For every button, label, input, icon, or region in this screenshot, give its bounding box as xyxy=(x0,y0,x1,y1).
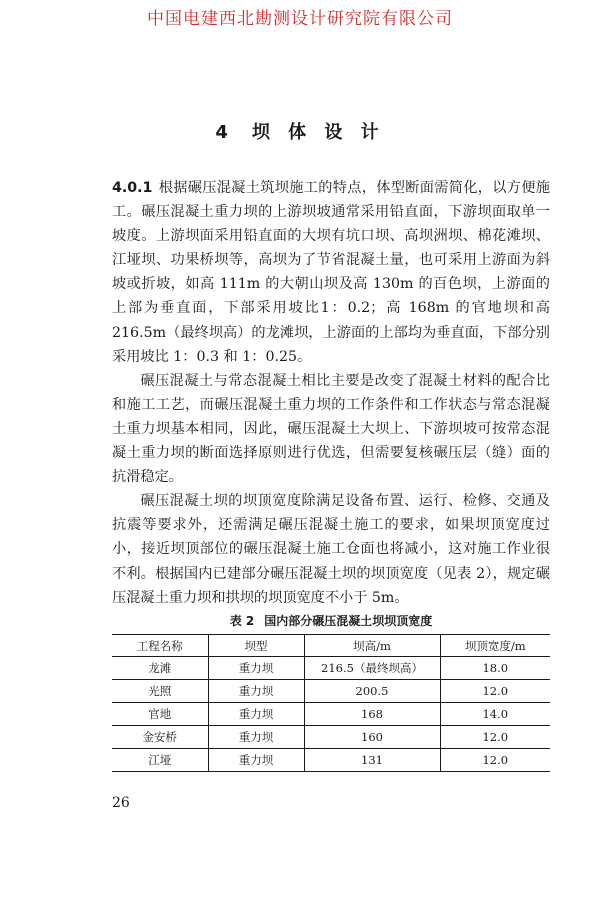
body-text xyxy=(112,176,550,610)
cell-dam-type: 重力坝 xyxy=(208,680,304,703)
cell-dam-height: 168 xyxy=(304,703,440,726)
paragraph-2: 碾压混凝土与常态混凝土相比主要是改变了混凝土材料的配合比和施工工艺，而碾压混凝土重力坝的工作条件和工作状态与常态混凝土重力坝基本相同，因此，碾压混凝土大坝上、下游坝坡可按常态混凝土重力坝的断面选择原则进行优选，但需要复核碾压层（缝）面的抗滑稳定。 xyxy=(112,372,550,486)
cell-dam-height: 200.5 xyxy=(304,680,440,703)
table-row xyxy=(112,703,550,726)
header-dam-type: 坝型 xyxy=(208,635,304,657)
table-header-row xyxy=(112,635,550,657)
table-row xyxy=(112,749,550,772)
table-caption-tag: 表 2 xyxy=(229,614,255,628)
table-row xyxy=(112,657,550,680)
cell-project-name: 官地 xyxy=(112,703,208,726)
table-row xyxy=(112,726,550,749)
table-row xyxy=(112,680,550,703)
cell-crest-width: 14.0 xyxy=(440,703,550,726)
header-project-name: 工程名称 xyxy=(112,635,208,657)
cell-dam-height: 131 xyxy=(304,749,440,772)
chapter-number: 4 xyxy=(215,122,234,143)
cell-dam-type: 重力坝 xyxy=(208,749,304,772)
cell-dam-type: 重力坝 xyxy=(208,726,304,749)
chapter-title-text: 坝 体 设 计 xyxy=(251,122,385,143)
cell-project-name: 金安桥 xyxy=(112,726,208,749)
table-caption xyxy=(112,612,550,629)
cell-crest-width: 12.0 xyxy=(440,726,550,749)
cell-project-name: 江垭 xyxy=(112,749,208,772)
cell-crest-width: 12.0 xyxy=(440,680,550,703)
cell-dam-type: 重力坝 xyxy=(208,657,304,680)
paragraph-1 xyxy=(112,176,550,369)
dam-crest-width-table xyxy=(112,634,550,772)
cell-dam-type: 重力坝 xyxy=(208,703,304,726)
publisher-watermark: 中国电建西北勘测设计研究院有限公司 xyxy=(147,9,453,29)
paragraph-1-text: 根据碾压混凝土筑坝施工的特点，体型断面需简化，以方便施工。碾压混凝土重力坝的上游坝坡通常采用铅直面，下游坝面取单一坡度。上游坝面采用铅直面的大坝有坑口坝、高坝洲坝、棉花滩坝、江垭坝、功果桥坝等，高坝为了节省混凝土量，也可采用上游面为斜坡或折坡，如高 111m 的大朝山坝及高 130m 的百色坝，上游面的上部为垂直面，下部采用坡比1：0.2；高 168m 的官地坝和高 216.5m（最终坝高）的龙滩坝，上游面的上部均为垂直面，下部分别采用坡比 1：0.3 和 1：0.25。 xyxy=(112,180,550,365)
page-number: 26 xyxy=(112,795,130,811)
cell-dam-height: 216.5（最终坝高） xyxy=(304,657,440,680)
table-caption-text: 国内部分碾压混凝土坝坝顶宽度 xyxy=(264,614,433,628)
cell-project-name: 龙滩 xyxy=(112,657,208,680)
chapter-title xyxy=(0,118,600,144)
header-dam-height: 坝高/m xyxy=(304,635,440,657)
cell-crest-width: 18.0 xyxy=(440,657,550,680)
cell-dam-height: 160 xyxy=(304,726,440,749)
paragraph-3: 碾压混凝土坝的坝顶宽度除满足设备布置、运行、检修、交通及抗震等要求外，还需满足碾压混凝土施工的要求，如果坝顶宽度过小，接近坝顶部位的碾压混凝土施工仓面也将减小，这对施工作业很不利。根据国内已建部分碾压混凝土坝的坝顶宽度（见表 2），规定碾压混凝土重力坝和拱坝的坝顶宽度不小于 5m。 xyxy=(112,493,550,606)
clause-number: 4.0.1 xyxy=(112,180,153,196)
cell-project-name: 光照 xyxy=(112,680,208,703)
cell-crest-width: 12.0 xyxy=(440,749,550,772)
header-crest-width: 坝顶宽度/m xyxy=(440,635,550,657)
